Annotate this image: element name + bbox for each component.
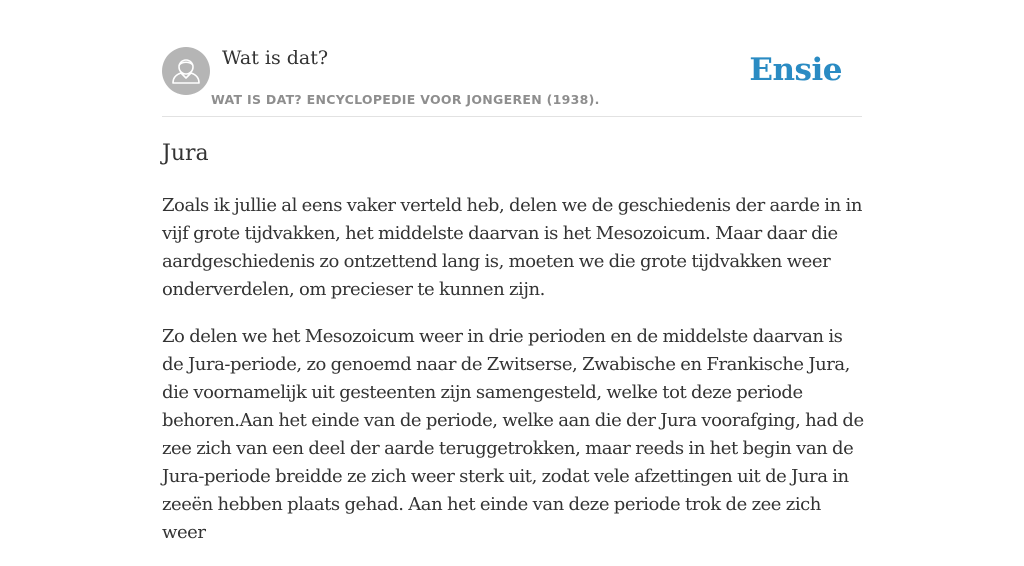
ensie-logo[interactable]: Ensie [749,52,842,88]
source-label[interactable]: WAT IS DAT? ENCYCLOPEDIE VOOR JONGEREN (1938). [211,92,600,107]
author-name[interactable]: Wat is dat? [222,47,329,69]
author-avatar[interactable] [162,47,210,95]
article-body [162,192,864,566]
article-header [162,46,862,117]
article-title: Jura [162,141,209,166]
article-paragraph: Zoals ik jullie al eens vaker verteld heb, delen we de geschiedenis der aarde in in vijf grote tijdvakken, het middelste daarvan is het Mesozoicum. Maar daar die aardgeschiedenis zo ontzettend lang is, moeten we die grote tijdvakken weer onderverdelen, om precieser te kunnen zijn. [162,195,862,300]
user-silhouette-icon [162,47,210,95]
article-paragraph: Zo delen we het Mesozoicum weer in drie perioden en de middelste daarvan is de Jura-periode, zo genoemd naar de Zwitserse, Zwabische en Frankische Jura, die voornamelijk uit gesteenten zijn samengesteld, welke tot deze periode behoren.Aan het einde van de periode, welke aan die der Jura voorafging, had de zee zich van een deel der aarde teruggetrokken, maar reeds in het begin van de Jura-periode breidde ze zich weer sterk uit, zodat vele afzettingen uit de Jura in zeeën hebben plaats gehad. Aan het einde van deze periode trok de zee zich weer [162,326,864,543]
